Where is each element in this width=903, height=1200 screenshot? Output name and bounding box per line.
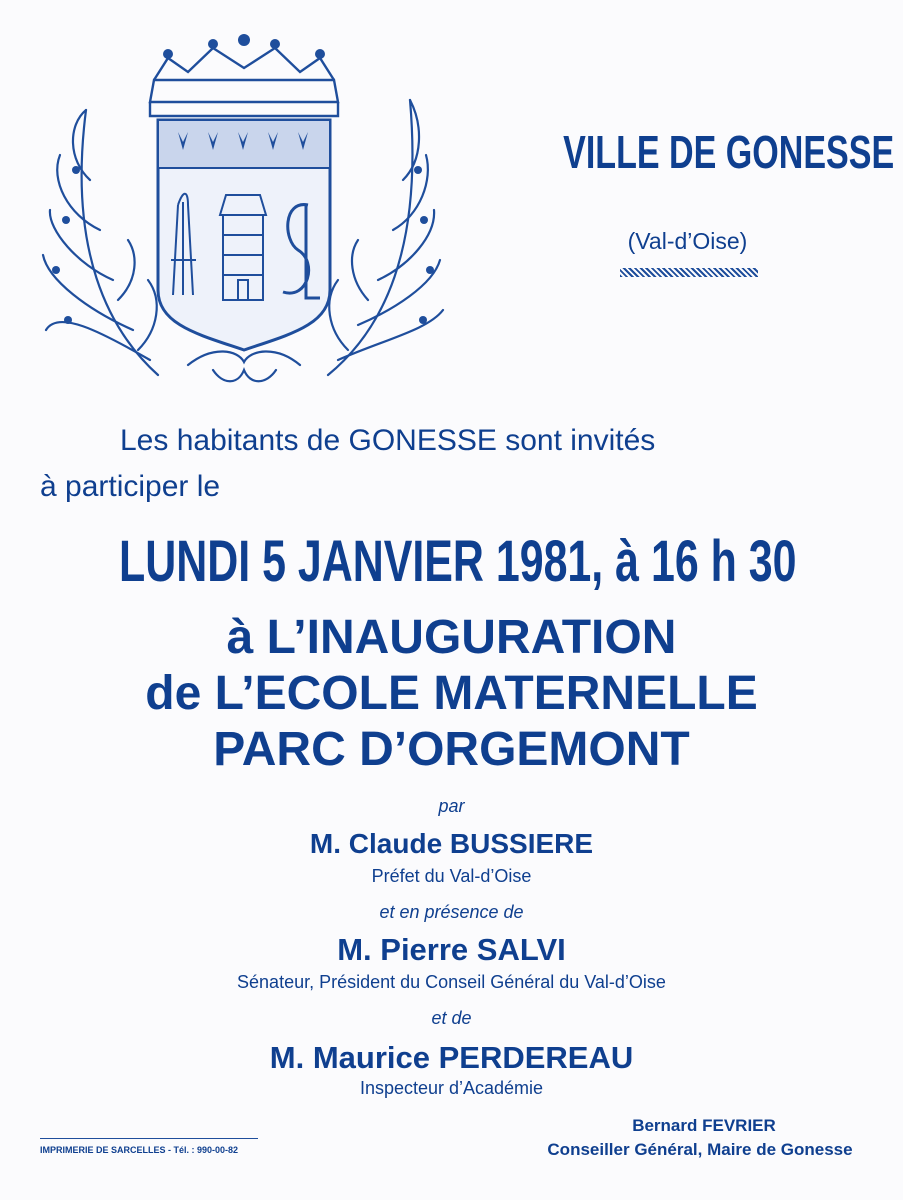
hatch-divider [620,268,758,277]
official-1-title: Préfet du Val-d’Oise [371,866,532,886]
event-title-line-2: de L’ECOLE MATERNELLE [145,667,758,720]
official-1-name: M. Claude BUSSIERE [309,828,594,859]
official-2-title: Sénateur, Président du Conseil Général du Val-d’Oise [237,972,666,992]
printer-credit: IMPRIMERIE DE SARCELLES - Tél. : 990-00-82 [40,1138,258,1155]
and-label: et de [431,1008,472,1028]
city-title: VILLE DE GONESSE [563,126,895,178]
coat-of-arms-icon [38,30,450,390]
intro-line-2: à participer le [40,470,221,503]
by-label: par [438,796,465,816]
event-title-line-3: PARC D’ORGEMONT [213,723,690,776]
intro-line-1: Les habitants de GONESSE sont invités [120,424,656,457]
official-3-title: Inspecteur d’Académie [359,1078,544,1098]
event-date: LUNDI 5 JANVIER 1981, à 16 h 30 [119,529,797,594]
event-title-line-1: à L’INAUGURATION [226,611,677,664]
official-2-name: M. Pierre SALVI [337,932,566,967]
mayor-title: Conseiller Général, Maire de Gonesse [547,1140,853,1159]
presence-label: et en présence de [379,902,524,922]
mayor-name: Bernard FEVRIER [632,1116,776,1135]
official-3-name: M. Maurice PERDEREAU [269,1040,634,1075]
region-label: (Val-d’Oise) [627,228,748,254]
